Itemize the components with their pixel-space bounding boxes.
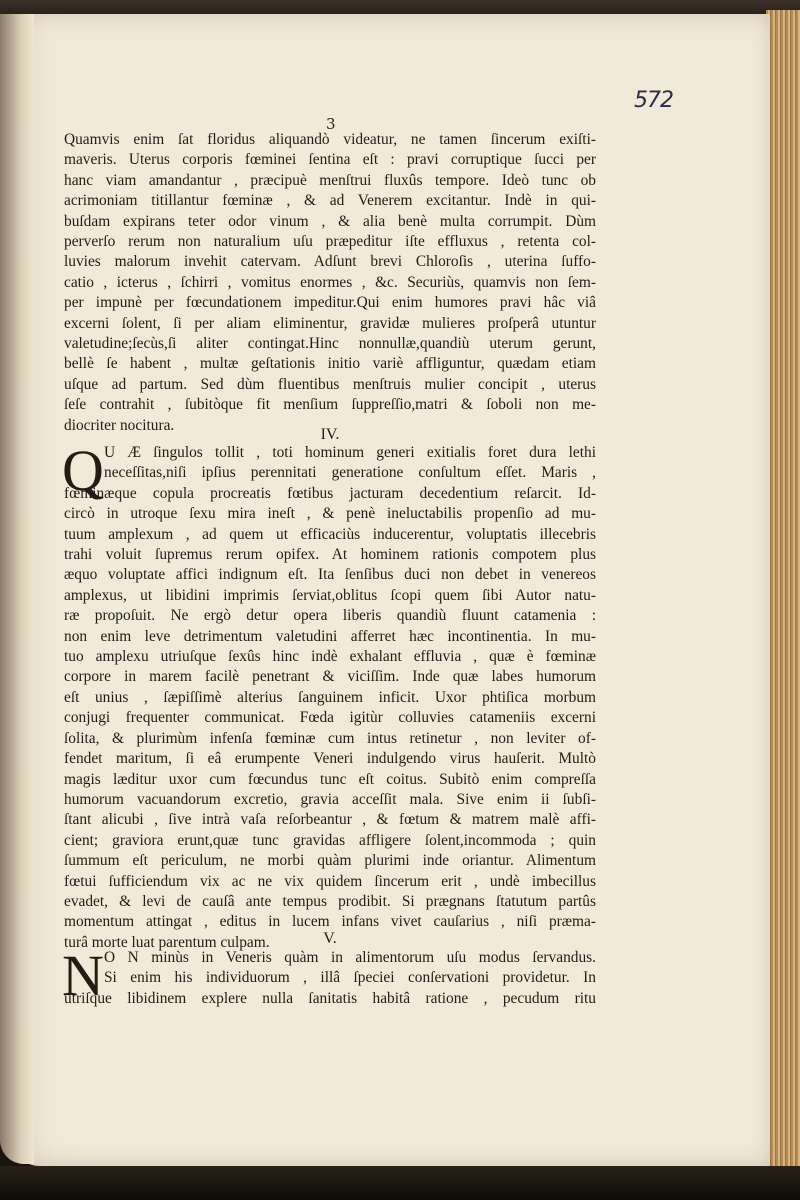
text-line: humorum vacuandorum excretio, gravia acceſſit mala. Sive enim ii ſubſi- (64, 790, 596, 808)
paragraph-2 (62, 438, 596, 953)
text-line: cient; graviora erunt,quæ tunc gravidas affligere ſolent,incommoda ; quin (64, 831, 596, 849)
text-line: acrimoniam titillantur fœminæ , & ad Venerem excitantur. Indè in qui- (64, 192, 596, 210)
text-line: æquo voluptate affici indignum eſt. Ita ſenſibus duci non debet in venereos (64, 566, 596, 584)
text-line: Quamvis enim ſat floridus aliquandò videatur, ne tamen ſincerum exiſti- (64, 131, 596, 148)
text-line: ſtant alicubi , ſive intrà vaſa reſorbeantur , & fœtum & matrem malè affi- (64, 811, 596, 829)
text-line: momentum attingat , editus in lucem infans vivet cauſarius , niſi præma- (64, 913, 596, 931)
text-line: turâ morte luat parentum culpam. (64, 933, 270, 951)
text-line: conjugi frequenter communicat. Fœda igitùr colluvies catameniis excerni (64, 709, 596, 727)
text-line: diocriter nocitura. (64, 416, 175, 434)
text-line: ræ propoſuit. Ne ergò detur opera liberis quandiù fluunt catamenia : (64, 607, 596, 625)
text-line: eſt unius , ſæpiſſimè alterius ſanguinem inficit. Uxor phtiſica morbum (64, 688, 596, 706)
text-line: non enim leve detrimentum valetudini afferret hæc incontinentia. In mu- (64, 627, 596, 645)
text-line: corpore in marem facilè penetrant & viciſſim. Inde quæ labes humorum (64, 668, 596, 686)
text-line: uſque ad partum. Sed dùm fluentibus menſtruis mulier concipit , uterus (64, 375, 596, 393)
text-line: O N minùs in Veneris quàm in alimentorum uſu modus ſervandus. (104, 949, 596, 966)
text-line: amplexus, ut libidini imprimis ſerviat,oblitus ſcopi quem ſibi Autor natu- (64, 586, 596, 604)
text-line: buſdam expirans teter odor vinum , & alia benè multa corrumpit. Dùm (64, 212, 596, 230)
text-line: fœtui ſufficiendum vix ac ne vix quidem ſincerum erit , undè imbecillus (64, 872, 596, 890)
text-line: trahi voluit ſupremus rerum opifex. At hominem rationis compotem plus (64, 546, 596, 564)
text-line: maveris. Uterus corporis fœminei ſentina eſt : pravi corruptique ſucci per (64, 151, 596, 169)
paragraph-1 (64, 130, 596, 436)
text-line: utriſque libidinem explere nulla ſanitatis habitâ ratione , pecudum ritu (64, 989, 596, 1007)
paragraph-3 (62, 943, 596, 1009)
page-edges (766, 10, 800, 1180)
handwritten-folio-number: 572 (634, 88, 673, 113)
binding-gutter (0, 14, 34, 1164)
book-bottom-edge (0, 1166, 800, 1200)
text-line: catio , icterus , ſchirri , vomitus enormes , &c. Securiùs, quamvis non ſem- (64, 273, 596, 291)
text-line: Si enim his individuorum , illâ ſpeciei conſervationi providetur. In (104, 969, 596, 987)
section-heading-iv: IV. (320, 426, 340, 443)
text-line: per impunè per fœcundationem impeditur.Qui enim humores pravi hâc viâ (64, 294, 596, 312)
text-line: ſummum eſt periculum, ne morbi quàm plurimi inde oriantur. Alimentum (64, 852, 596, 870)
drop-cap-q: Q (62, 438, 104, 503)
text-line: tuo amplexu utriuſque ſexûs hinc indè exhalant effluvia , quæ è fœminæ (64, 648, 596, 666)
text-line: valetudine;ſecùs,ſi aliter contingat.Hinc nonnullæ,quandiù uterum gerunt, (64, 335, 596, 353)
text-line: luvies malorum invehit catervam. Adſunt brevi Chloroſis , uterina ſuffo- (64, 253, 596, 271)
text-line: fendet maritum, ſi eâ erumpente Veneri indulgendo virus hauſerit. Multò (64, 750, 596, 768)
drop-cap-n: N (62, 943, 104, 1008)
text-line: tuum amplexum , ad quem ut efficaciùs inducerentur, voluptatis illecebris (64, 525, 596, 543)
section-heading-v: V. (323, 930, 337, 947)
text-line: bellè ſe habent , multæ geſtationis initio variè affliguntur, quædam etiam (64, 355, 596, 373)
text-line: evadet, & levi de cauſâ ante tempus prodibit. Si prægnans ſtatutum partûs (64, 892, 596, 910)
text-line: excerni ſolent, ſi per aliam eliminentur, gravidæ mulieres proſperâ utuntur (64, 314, 596, 332)
text-line: fœminæque copula procreatis fœtibus jacturam decedentium reſarcit. Id- (64, 484, 596, 502)
text-line: ſolita, & plurimùm infenſa fœminæ cum intus retinetur , non leviter of- (64, 729, 596, 747)
text-line: hanc viam amandantur , præcipuè menſtrui fluxûs tempore. Ideò tunc ob (64, 171, 596, 189)
page-number: 3 (326, 115, 336, 133)
text-line: U Æ ſingulos tollit , toti hominum generi exitialis foret dura lethi (104, 444, 596, 461)
text-line: ſeſe contrahit , ſubitòque fit menſium ſuppreſſio,matri & ſoboli non me- (64, 396, 596, 414)
text-line: circò in utroque ſexu mira ineſt , & penè ineluctabilis propenſio ad mu- (64, 505, 596, 523)
text-line: magis læditur uxor cum fœcundus tunc eſt coitus. Subitò enim compreſſa (64, 770, 596, 788)
text-line: neceſſitas,niſi ipſius perennitati generatione conſultum eſſet. Maris , (104, 464, 596, 482)
text-line: perverſo rerum non naturalium uſu præpeditur iſte effluxus , retenta col- (64, 233, 596, 251)
